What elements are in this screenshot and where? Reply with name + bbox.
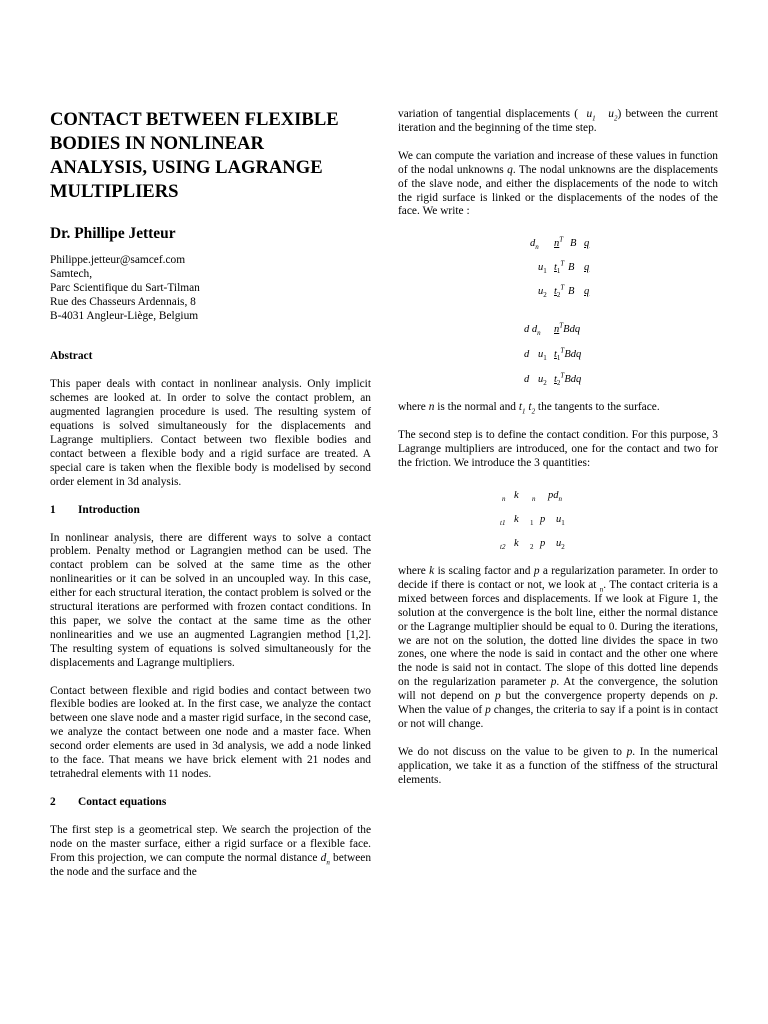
equation-line: $_{t2}$ k $_2$ p $u_2$ — [500, 537, 565, 552]
right-column — [398, 108, 718, 788]
section-title: Contact equations — [78, 795, 167, 808]
right-paragraph-1: variation of tangential displacements ( $u_1$ $u_2$) between the current iteration and the beginning of the time step. — [398, 108, 718, 134]
author-name: Dr. Phillipe Jetteur — [50, 225, 176, 242]
equation-line: $u_2$ $t_2^T$ B q — [538, 283, 590, 300]
equation-line: d $u_2$ $t_2^TBdq$ — [524, 371, 582, 388]
equation-line: $u_1$ $t_1^T$ B q — [538, 259, 590, 276]
equation-line: d $u_1$ $t_1^TBdq$ — [524, 346, 582, 363]
paper-title: CONTACT BETWEEN FLEXIBLE BODIES IN NONLINEAR ANALYSIS, USING LAGRANGE MULTIPLIERS — [50, 109, 339, 202]
section-title: Introduction — [78, 503, 140, 516]
affiliation-line: B-4031 Angleur-Liège, Belgium — [50, 309, 199, 322]
section-number: 2 — [50, 795, 56, 808]
intro-paragraph-1: In nonlinear analysis, there are different ways to solve a contact problem. Penalty method or Lagrangien method can be used. The contact problem can be solved at the same time as the other nonlinearities or it can be solved in an uncoupled way. In this case, either for each structural iteration, the contact problem is solved or the structural iterations are performed with frozen contact conditions. In this paper, we solve the contact at the same time as the other nonlinearities and we use an augmented Lagrangien method [1,2]. The resulting system of equations is solved simultaneously for the displacements and Lagrange multipliers. — [50, 531, 371, 669]
final-paragraph: We do not discuss on the value to be given to p. In the numerical application, we take it as a function of the stiffness of the structural elements. — [398, 745, 719, 786]
second-step-paragraph: The second step is to define the contact condition. For this purpose, 3 Lagrange multipliers are introduced, one for the contact and two for the friction. We introduce the 3 quantities: — [398, 429, 718, 470]
equation-line: $_{t1}$ k $_1$ p $u_1$ — [500, 513, 565, 528]
section-heading-introduction — [50, 504, 371, 518]
equation-block-2 — [398, 319, 718, 391]
affiliation-line: Samtech, — [50, 267, 93, 280]
right-paragraph-2: We can compute the variation and increase of these values in function of the nodal unknowns q. The nodal unknowns are the displacements of the slave node, and either the displacements of the node to witch the rigid surface is linked or the displacements of the nodes of the face. We write : — [398, 149, 718, 218]
left-column — [50, 108, 371, 879]
contact-paragraph-1: The first step is a geometrical step. We search the projection of the node on the master surface, either a rigid surface or a flexible face. From this projection, we can compute the normal distance $d_n$ between the node and the surface and the — [50, 823, 372, 878]
intro-paragraph-2: Contact between flexible and rigid bodies and contact between two flexible bodies are looked at. In the first case, we analyze the contact between one slave node and a master rigid surface, in the second case, we analyze the contact between one node and a master face. When second order elements are used in 3d analysis, we add a node linked to the face. That means we have brick element with 21 nodes and tetrahedral elements with 11 nodes. — [50, 684, 371, 780]
equation-line: d $d_n$ $n^TBdq$ — [524, 321, 581, 338]
scaling-factor-paragraph: where k is scaling factor and p a regularization parameter. In order to decide if there is contact or not, we look at $_n$. The contact criteria is a mixed between forces and displacements. If we look at Figure 1, the solution at the convergence is the bolt line, either the normal distance or the Lagrange multiplier should be equal to 0. During the iterations, we are not on the solution, the dotted line divides the space in two zones, one where the node is said in contact and the other one where the node is said not in contact. The slope of this dotted line depends on the regularization parameter p. At the convergence, the solution will not depend on p but the convergence property depends on p. When the value of p changes, the criteria to say if a point is in contact or not will change. — [398, 564, 719, 730]
affiliation-line: Rue des Chasseurs Ardennais, 8 — [50, 295, 196, 308]
section-heading-contact-equations — [50, 796, 371, 810]
equation-block-3 — [398, 485, 718, 553]
affiliation-block — [50, 254, 371, 324]
equation-line: $_n$ k $_n$ $pd_n$ — [502, 489, 562, 504]
abstract-heading: Abstract — [50, 350, 93, 363]
section-number: 1 — [50, 503, 56, 516]
equation-line: $d_n$ $n^T$ B q — [530, 235, 590, 252]
author-email: Philippe.jetteur@samcef.com — [50, 253, 186, 266]
abstract-text: This paper deals with contact in nonlinear analysis. Only implicit schemes are looked at. In order to solve the contact problem, an augmented lagrangien procedure is used. The resulting system of equations is solved simultaneously for the displacements and Lagrange multipliers. Contact between two flexible bodies and contact between a flexible body and a rigid surface are treated. A special care is taken when the flexible body is modelised by second order element in 3d analysis. — [50, 378, 371, 488]
equation-block-1 — [398, 229, 718, 301]
affiliation-line: Parc Scientifique du Sart-Tilman — [50, 281, 200, 294]
where-normal-tangent: where n is the normal and $t_1$ $t_2$ the tangents to the surface. — [398, 401, 660, 416]
